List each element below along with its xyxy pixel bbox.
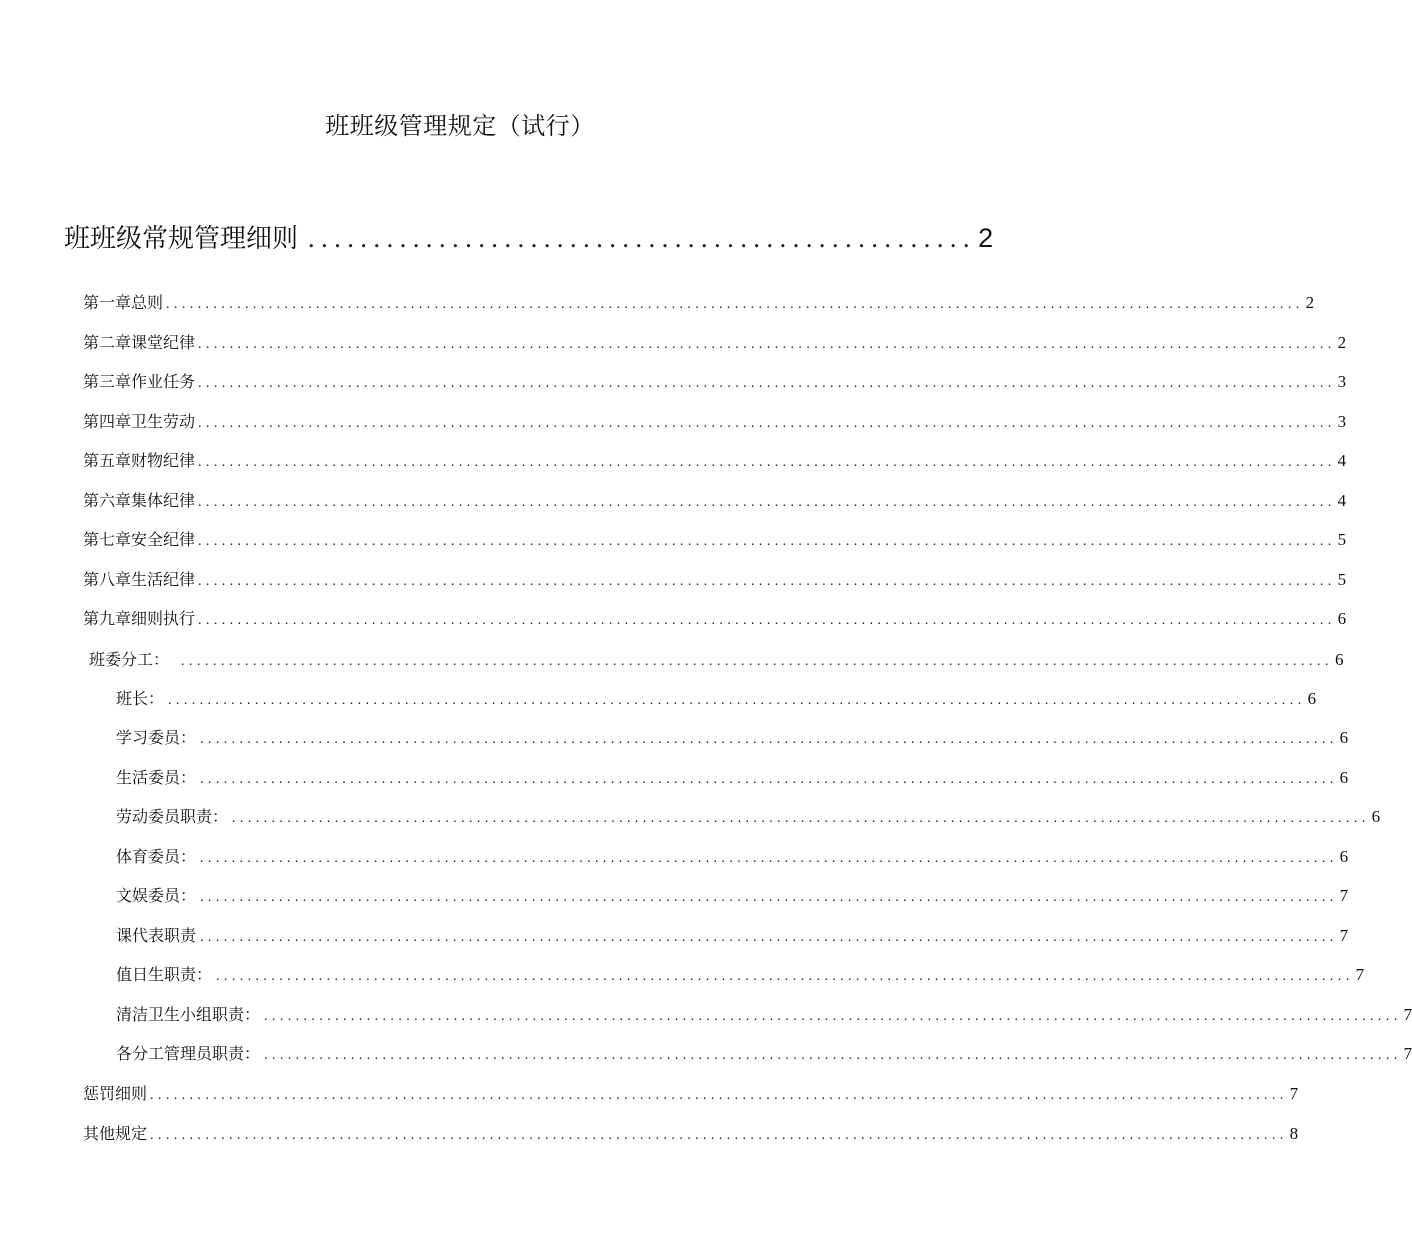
toc-entry-label: 第三章作业任务	[83, 372, 196, 391]
toc-entry-entertainment-committee[interactable]	[116, 883, 1349, 909]
toc-main-heading[interactable]	[64, 218, 994, 258]
toc-entry-label: 班长：	[116, 689, 165, 708]
toc-dot-leader: ................................................................................................................................................	[166, 297, 1304, 312]
toc-page-number: 2	[1305, 293, 1315, 312]
toc-entry-subject-rep[interactable]	[116, 923, 1349, 949]
toc-page-number: 6	[1339, 847, 1349, 866]
toc-entry-label: 第九章细则执行	[83, 609, 196, 628]
toc-entry-chapter-3[interactable]	[83, 369, 1347, 395]
toc-page-number: 7	[1355, 965, 1365, 984]
toc-dot-leader: ................................................................................................................................................	[232, 811, 1370, 826]
toc-entry-study-committee[interactable]	[116, 725, 1349, 751]
toc-page-number: 5	[1337, 530, 1347, 549]
toc-entry-label: 劳动委员职责：	[116, 807, 229, 826]
toc-dot-leader: ................................................................................................................................................	[200, 851, 1338, 866]
toc-dot-leader: ................................................................................................................................................	[264, 1009, 1402, 1024]
toc-dot-leader: ................................................................................................................................................	[181, 654, 1334, 669]
toc-dot-leader: ................................................................................................................................................	[150, 1088, 1288, 1103]
toc-page-number: 3	[1337, 412, 1347, 431]
toc-dot-leader: ................................................................................................................................................	[264, 1048, 1402, 1063]
toc-dot-leader: ................................................................................................................................................	[198, 495, 1336, 510]
toc-dot-leader: ................................................................................................................................................	[198, 337, 1336, 352]
toc-page-number: 7	[1339, 886, 1349, 905]
toc-page-number: 7	[1403, 1044, 1412, 1063]
toc-entry-chapter-9[interactable]	[83, 606, 1347, 632]
toc-entry-penalties[interactable]	[83, 1081, 1299, 1107]
toc-entry-label: 第二章课堂纪律	[83, 333, 196, 352]
toc-entry-chapter-2[interactable]	[83, 330, 1347, 356]
toc-entry-label: 班班级常规管理细则	[64, 224, 299, 254]
toc-page-number: 6	[1337, 609, 1347, 628]
toc-entry-label: 第七章安全纪律	[83, 530, 196, 549]
toc-entry-label: 体育委员：	[116, 847, 197, 866]
toc-page-number: 2	[978, 223, 994, 253]
toc-page-number: 3	[1337, 372, 1347, 391]
toc-dot-leader: ................................................................................................................................................	[168, 693, 1306, 708]
document-title: 班班级管理规定（试行）	[325, 112, 595, 140]
toc-entry-cleaning-group[interactable]	[116, 1002, 1412, 1028]
toc-page-number: 6	[1339, 728, 1349, 747]
toc-entry-label: 清洁卫生小组职责：	[116, 1005, 261, 1024]
toc-dot-leader: ................................................................................................................................................	[198, 574, 1336, 589]
toc-dot-leader: ................................................................................................................................................	[200, 732, 1338, 747]
toc-dot-leader: ................................................................................................................................................	[198, 534, 1336, 549]
toc-page-number: 2	[1337, 333, 1347, 352]
toc-entry-sports-committee[interactable]	[116, 844, 1349, 870]
toc-entry-label: 生活委员：	[116, 768, 197, 787]
toc-entry-label: 其他规定	[83, 1124, 148, 1143]
toc-page-number: 8	[1289, 1124, 1299, 1143]
toc-entry-label: 惩罚细则	[83, 1084, 148, 1103]
toc-dot-leader: ................................................................................................................................................	[216, 969, 1354, 984]
toc-page-number: 6	[1307, 689, 1317, 708]
toc-page-number: 6	[1371, 807, 1381, 826]
toc-entry-label: 课代表职责	[116, 926, 197, 945]
toc-page-number: 7	[1289, 1084, 1299, 1103]
toc-entry-label: 第四章卫生劳动	[83, 412, 196, 431]
toc-page-number: 5	[1337, 570, 1347, 589]
toc-dot-leader: ................................................................................................................................................	[198, 613, 1336, 628]
toc-dot-leader: ................................................................................................................................................	[200, 890, 1338, 905]
toc-entry-chapter-1[interactable]	[83, 290, 1315, 316]
toc-entry-label: 第八章生活纪律	[83, 570, 196, 589]
toc-entry-chapter-4[interactable]	[83, 409, 1347, 435]
toc-entry-label: 第五章财物纪律	[83, 451, 196, 470]
toc-entry-other-rules[interactable]	[83, 1121, 1299, 1147]
toc-entry-chapter-6[interactable]	[83, 488, 1347, 514]
toc-entry-chapter-7[interactable]	[83, 527, 1347, 553]
toc-entry-committee-duties[interactable]	[89, 647, 1344, 673]
toc-dot-leader: ................................................................................................................................................	[198, 376, 1336, 391]
toc-dot-leader: ................................................................................................................................................	[200, 772, 1338, 787]
toc-page-number: 6	[1339, 768, 1349, 787]
toc-entry-label: 第一章总则	[83, 293, 164, 312]
toc-dot-leader: ................................................................................................................................................	[198, 455, 1336, 470]
toc-entry-label: 第六章集体纪律	[83, 491, 196, 510]
toc-page-number: 7	[1339, 926, 1349, 945]
toc-dot-leader: ................................................................................................................................................	[200, 930, 1338, 945]
toc-page-number: 4	[1337, 451, 1347, 470]
toc-page-number: 7	[1403, 1005, 1412, 1024]
toc-dot-leader: ...................................................	[308, 224, 977, 253]
toc-entry-chapter-5[interactable]	[83, 448, 1347, 474]
toc-dot-leader: ................................................................................................................................................	[150, 1128, 1288, 1143]
toc-entry-task-managers[interactable]	[116, 1041, 1412, 1067]
toc-entry-label: 各分工管理员职责：	[116, 1044, 261, 1063]
toc-page-number: 6	[1335, 650, 1344, 669]
toc-entry-chapter-8[interactable]	[83, 567, 1347, 593]
toc-entry-label: 班委分工：	[89, 650, 170, 669]
toc-entry-label: 学习委员：	[116, 728, 197, 747]
toc-entry-label: 文娱委员：	[116, 886, 197, 905]
toc-entry-labor-committee[interactable]	[116, 804, 1381, 830]
toc-entry-monitor[interactable]	[116, 686, 1317, 712]
toc-entry-label: 值日生职责：	[116, 965, 213, 984]
toc-entry-life-committee[interactable]	[116, 765, 1349, 791]
toc-dot-leader: ................................................................................................................................................	[198, 416, 1336, 431]
toc-page-number: 4	[1337, 491, 1347, 510]
toc-entry-duty-student[interactable]	[116, 962, 1365, 988]
